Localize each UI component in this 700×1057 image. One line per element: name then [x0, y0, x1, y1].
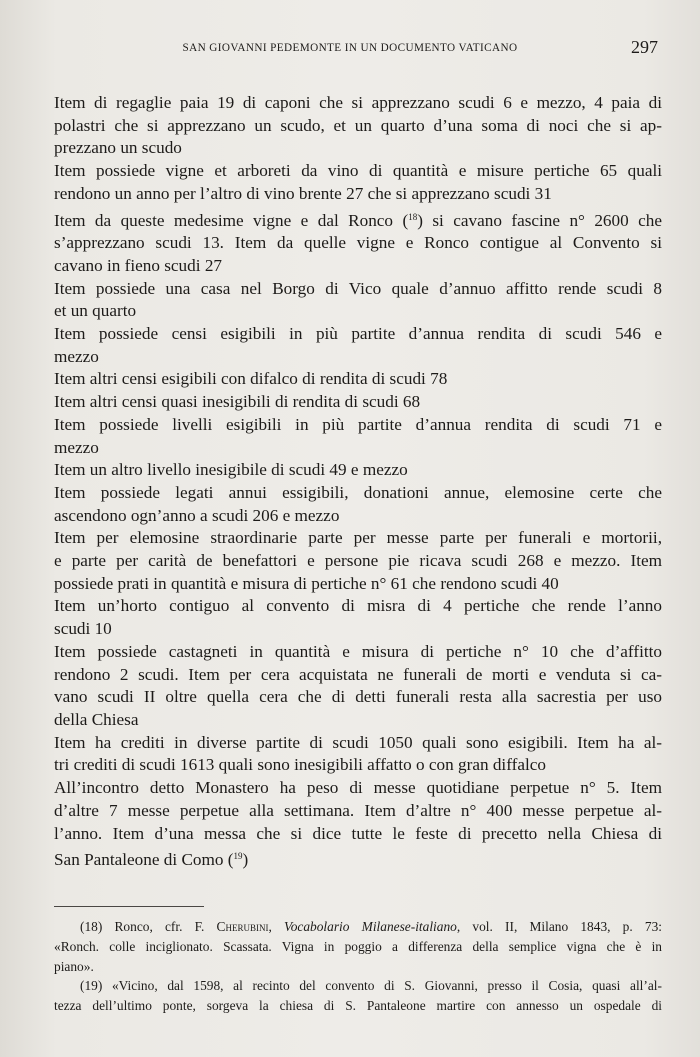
- footnote-18-title: Vocabolario Milanese-italiano: [284, 919, 457, 934]
- text-line: Item possiede una casa nel Borgo di Vico quale d’annuo affitto rende scudi 8: [54, 278, 662, 298]
- footnote-19-line-2: tezza dell’ultimo ponte, sorgeva la chiesa di S. Pantaleone martire con annesso un ospedale di: [54, 998, 662, 1014]
- text-line: Item possiede castagneti in quantità e misura di pertiche n° 10 che d’affitto: [54, 641, 662, 661]
- text-line: possiede prati in quantità e misura di pertiche n° 61 che rendono scudi 40: [54, 573, 559, 593]
- text-segment: Item da queste medesime vigne e dal Ronco (: [54, 210, 409, 230]
- text-line: scudi 10: [54, 619, 112, 639]
- text-line: polastri che si apprezzano un scudo, et un quarto d’una soma di noci che si ap-: [54, 115, 662, 135]
- footnote-18-line-2: «Ronch. colle inciglionato. Scassata. Vigna in poggio a differenza della semplice vigna che è in: [54, 938, 662, 954]
- text-line: Item ha crediti in diverse partite di scudi 1050 quali sono esigibili. Item ha al-: [54, 732, 662, 752]
- text-line: e parte per carità de benefattori e persone pie ricava scudi 268 e mezzo. Item: [54, 551, 662, 571]
- text-line: Item un altro livello inesigibile di scudi 49 e mezzo: [54, 460, 408, 480]
- text-segment: San Pantaleone di Como (: [54, 850, 234, 870]
- text-line: Item altri censi esigibili con difalco di rendita di scudi 78: [54, 369, 448, 389]
- footnote-18-sep: ,: [268, 919, 285, 934]
- footnote-18-citation: , vol. II, Milano 1843, p. 73:: [456, 919, 662, 934]
- footnote-separator: [54, 906, 204, 907]
- text-line: Item di regaglie paia 19 di caponi che si apprezzano scudi 6 e mezzo, 4 paia di: [54, 93, 662, 112]
- text-line: vano scudi II oltre quella cera che di detti funerali resta alla sacrestia per uso: [54, 687, 662, 707]
- text-line: ascendono ogn’anno a scudi 206 e mezzo: [54, 505, 340, 525]
- text-line: et un quarto: [54, 301, 137, 321]
- footnote-reference: 18: [408, 211, 418, 222]
- running-title: SAN GIOVANNI PEDEMONTE IN UN DOCUMENTO VATICANO: [182, 42, 518, 54]
- text-segment: ): [242, 850, 249, 870]
- text-line: Item possiede livelli esigibili in più partite d’annua rendita di scudi 71 e: [54, 414, 662, 434]
- text-line: prezzano un scudo: [54, 138, 182, 158]
- footnote-18-line-1: [54, 917, 662, 937]
- text-line: Item altri censi quasi inesigibili di rendita di scudi 68: [54, 392, 421, 412]
- text-line: Item possiede legati annui essigibili, donationi annue, elemosine certe che: [54, 482, 662, 502]
- footnote-18-ref: (18) Ronco, cfr. F.: [80, 919, 217, 934]
- text-line: tri crediti di scudi 1613 quali sono inesigibili affatto o con gran diffalco: [54, 755, 546, 775]
- footnotes: [54, 906, 662, 1016]
- body-text: [54, 92, 662, 872]
- page-header: [0, 32, 700, 62]
- page-number: 297: [631, 37, 658, 57]
- text-line: rendono un anno per l’altro di vino brente 27 che si apprezzano scudi 31: [54, 183, 552, 203]
- text-line: [54, 206, 662, 233]
- text-line: Item possiede vigne et arboreti da vino di quantità e misure pertiche 65 quali: [54, 161, 662, 181]
- text-line: della Chiesa: [54, 709, 139, 729]
- text-segment: ) si cavano fascine n° 2600 che: [417, 210, 662, 230]
- footnote-18-line-3: piano».: [54, 958, 94, 974]
- text-line: rendono 2 scudi. Item per cera acquistata ne funerali de morti e venduta si ca-: [54, 664, 662, 684]
- footnote-19-line-1: (19) «Vicino, dal 1598, al recinto del convento di S. Giovanni, presso il Cosia, quasi all’al-: [80, 978, 662, 994]
- text-line: mezzo: [54, 437, 99, 457]
- text-line: cavano in fieno scudi 27: [54, 255, 223, 275]
- text-line: d’altre 7 messe perpetue alla settimana. Item d’altre n° 400 messe perpetue al-: [54, 800, 662, 820]
- footnote-reference: 19: [233, 851, 243, 862]
- text-line: s’apprezzano scudi 13. Item da quelle vigne e Ronco contigue al Convento si: [54, 233, 662, 253]
- text-line: l’anno. Item d’una messa che si dice tutte le feste di precetto nella Chiesa di: [54, 823, 662, 843]
- text-line: [54, 845, 662, 872]
- footnote-18-author: Cherubini: [216, 919, 269, 934]
- text-line: Item per elemosine straordinarie parte per messe parte per funerali e mortorii,: [54, 528, 662, 548]
- text-line: Item possiede censi esigibili in più partite d’annua rendita di scudi 546 e: [54, 324, 662, 344]
- text-line: Item un’horto contiguo al convento di misra di 4 pertiche che rende l’anno: [54, 596, 662, 616]
- text-line: All’incontro detto Monastero ha peso di messe quotidiane perpetue n° 5. Item: [54, 778, 662, 798]
- text-line: mezzo: [54, 346, 99, 366]
